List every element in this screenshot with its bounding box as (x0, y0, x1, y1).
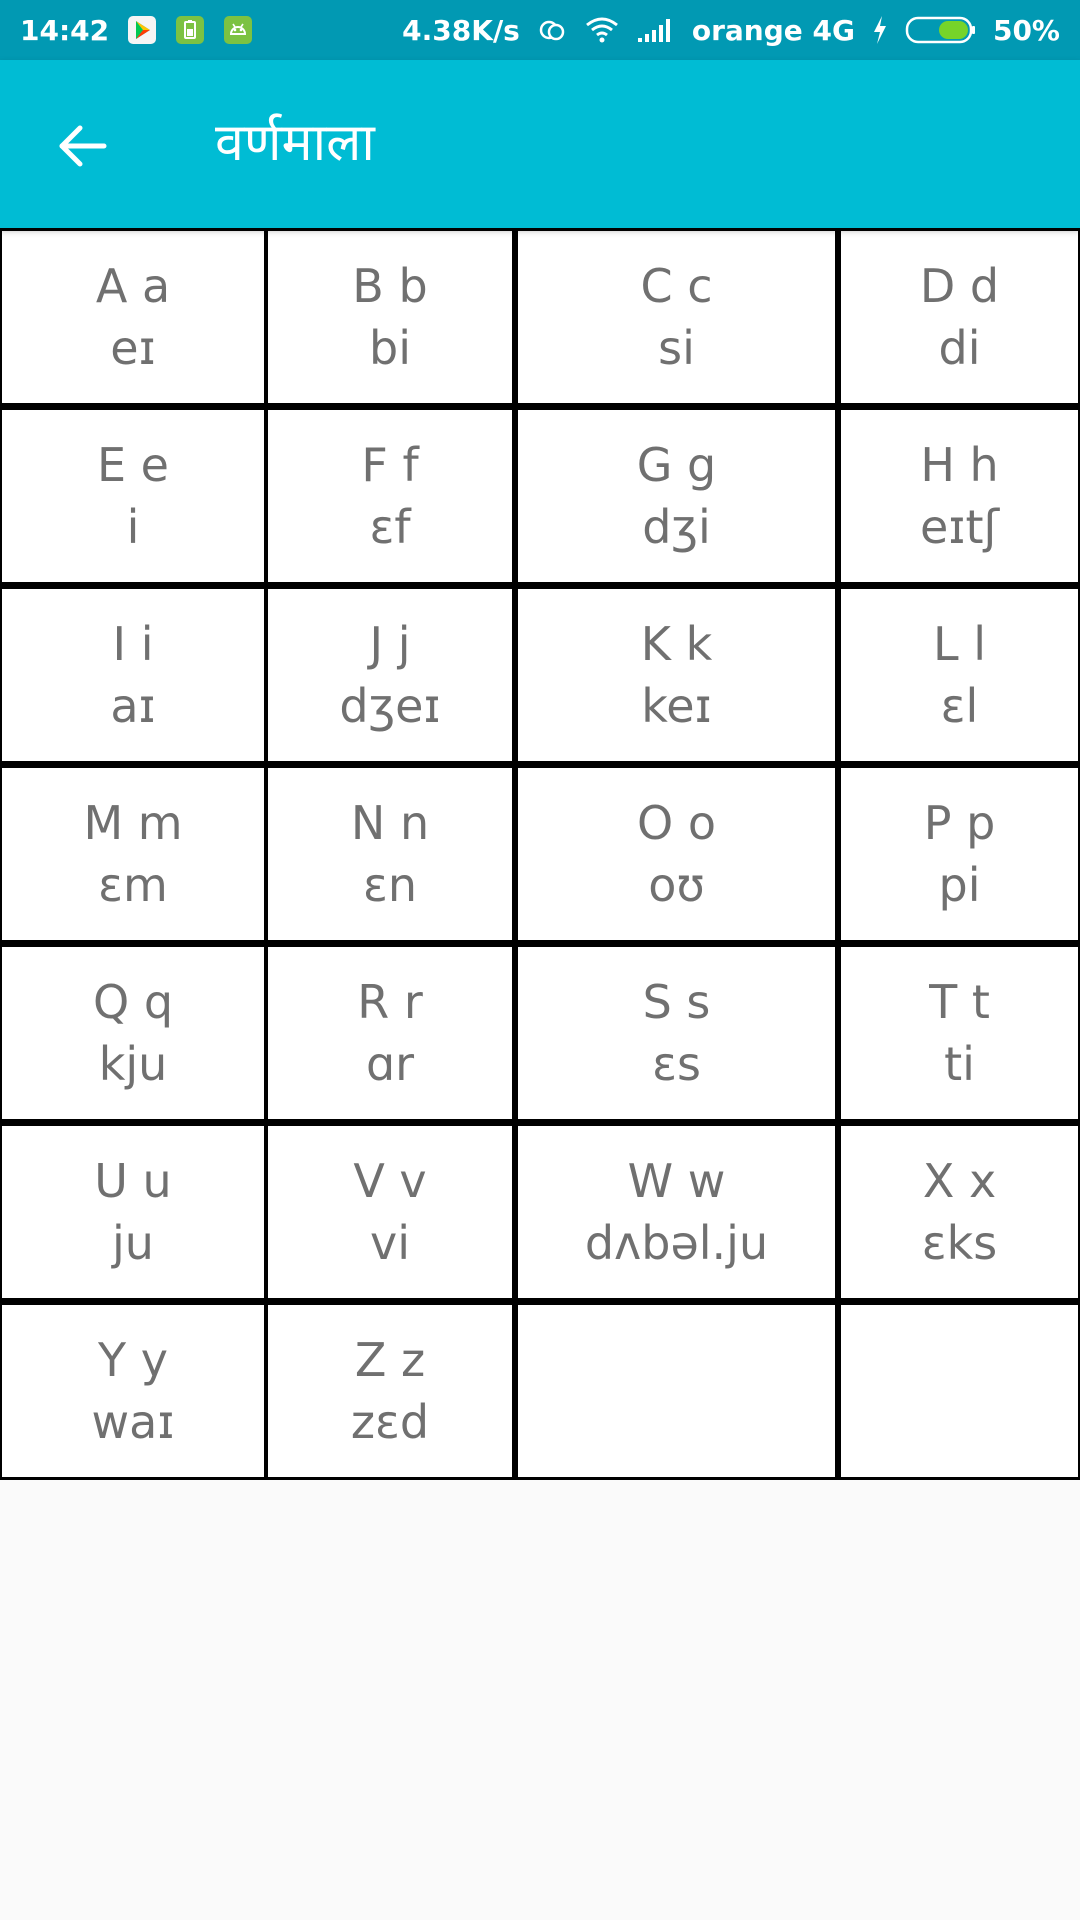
letter-label: X x (922, 1154, 997, 1208)
alphabet-cell[interactable] (841, 410, 1078, 582)
signal-icon (636, 16, 676, 44)
pronunciation-label: i (126, 500, 140, 554)
pronunciation-label: ɛl (940, 679, 979, 733)
status-time: 14:42 (20, 13, 110, 47)
letter-label: J j (369, 617, 411, 671)
letter-label: C c (640, 259, 713, 313)
page-title: वर्णमाला (215, 113, 375, 173)
arrow-left-icon (54, 118, 110, 174)
pronunciation-label: ɛs (652, 1037, 701, 1091)
alphabet-cell[interactable] (841, 947, 1078, 1119)
alphabet-cell[interactable] (2, 1305, 264, 1477)
battery-app-icon (175, 15, 205, 45)
pronunciation-label: ti (944, 1037, 975, 1091)
pronunciation-label: ɑr (365, 1037, 415, 1091)
alphabet-cell[interactable] (2, 768, 264, 940)
alphabet-cell[interactable] (841, 231, 1078, 403)
alphabet-cell[interactable] (268, 410, 512, 582)
back-button[interactable] (42, 106, 122, 186)
pronunciation-label: ɛf (369, 500, 411, 554)
letter-label: B b (352, 259, 428, 313)
alphabet-cell[interactable] (518, 947, 835, 1119)
alphabet-cell[interactable] (518, 1126, 835, 1298)
letter-label: Q q (92, 975, 174, 1029)
status-bar (0, 0, 1080, 60)
android-app-icon (223, 15, 253, 45)
alphabet-cell[interactable] (841, 1305, 1078, 1477)
pronunciation-label: zɛd (350, 1395, 430, 1449)
alphabet-cell[interactable] (2, 589, 264, 761)
app-bar (0, 60, 1080, 228)
pronunciation-label: keɪ (641, 679, 712, 733)
letter-label: M m (83, 796, 183, 850)
pronunciation-label: di (938, 321, 981, 375)
letter-label: T t (929, 975, 990, 1029)
pronunciation-label: pi (938, 858, 981, 912)
pronunciation-label: ɛks (921, 1216, 998, 1270)
alphabet-cell[interactable] (841, 1126, 1078, 1298)
alphabet-cell[interactable] (2, 410, 264, 582)
letter-label: R r (357, 975, 423, 1029)
letter-label: W w (627, 1154, 726, 1208)
pronunciation-label: ju (112, 1216, 154, 1270)
letter-label: Y y (98, 1333, 168, 1387)
pronunciation-label: vi (369, 1216, 410, 1270)
alphabet-cell[interactable] (2, 1126, 264, 1298)
pronunciation-label: eɪ (110, 321, 156, 375)
alphabet-cell[interactable] (268, 947, 512, 1119)
pronunciation-label: aɪ (110, 679, 156, 733)
letter-label: F f (361, 438, 419, 492)
alphabet-cell[interactable] (2, 947, 264, 1119)
alphabet-cell[interactable] (518, 1305, 835, 1477)
alphabet-cell[interactable] (518, 768, 835, 940)
alphabet-cell[interactable] (2, 231, 264, 403)
alphabet-cell[interactable] (268, 589, 512, 761)
alphabet-cell[interactable] (268, 768, 512, 940)
letter-label: H h (920, 438, 999, 492)
letter-label: Z z (354, 1333, 426, 1387)
carrier-label: orange 4G (691, 13, 855, 47)
pronunciation-label: bi (369, 321, 411, 375)
letter-label: A a (95, 259, 171, 313)
letter-label: S s (642, 975, 711, 1029)
letter-label: G g (636, 438, 717, 492)
pronunciation-label: waɪ (91, 1395, 175, 1449)
letter-label: V v (353, 1154, 427, 1208)
letter-label: P p (923, 796, 996, 850)
pronunciation-label: kju (98, 1037, 168, 1091)
alphabet-cell[interactable] (268, 1126, 512, 1298)
sync-icon (536, 14, 568, 46)
letter-label: U u (94, 1154, 172, 1208)
pronunciation-label: dʒi (642, 500, 711, 554)
letter-label: E e (97, 438, 169, 492)
wifi-icon (584, 15, 620, 45)
alphabet-grid (0, 228, 1080, 1480)
letter-label: I i (112, 617, 154, 671)
charging-icon (871, 14, 889, 46)
alphabet-cell[interactable] (518, 589, 835, 761)
letter-label: N n (350, 796, 430, 850)
pronunciation-label: ɛm (98, 858, 168, 912)
letter-label: K k (640, 617, 713, 671)
alphabet-cell[interactable] (518, 231, 835, 403)
network-speed: 4.38K/s (402, 13, 520, 47)
letter-label: O o (637, 796, 716, 850)
alphabet-cell[interactable] (841, 768, 1078, 940)
battery-percent: 50% (992, 13, 1060, 47)
pronunciation-label: ɛn (362, 858, 418, 912)
alphabet-cell[interactable] (268, 1305, 512, 1477)
play-store-icon (127, 15, 157, 45)
alphabet-cell[interactable] (518, 410, 835, 582)
battery-icon (905, 15, 977, 45)
pronunciation-label: eɪtʃ (920, 500, 999, 554)
alphabet-cell[interactable] (841, 589, 1078, 761)
pronunciation-label: oʊ (648, 858, 705, 912)
letter-label: L l (932, 617, 987, 671)
pronunciation-label: dʌbəl.ju (584, 1216, 769, 1270)
pronunciation-label: dʒeɪ (339, 679, 441, 733)
pronunciation-label: si (658, 321, 695, 375)
letter-label: D d (919, 259, 1000, 313)
alphabet-cell[interactable] (268, 231, 512, 403)
